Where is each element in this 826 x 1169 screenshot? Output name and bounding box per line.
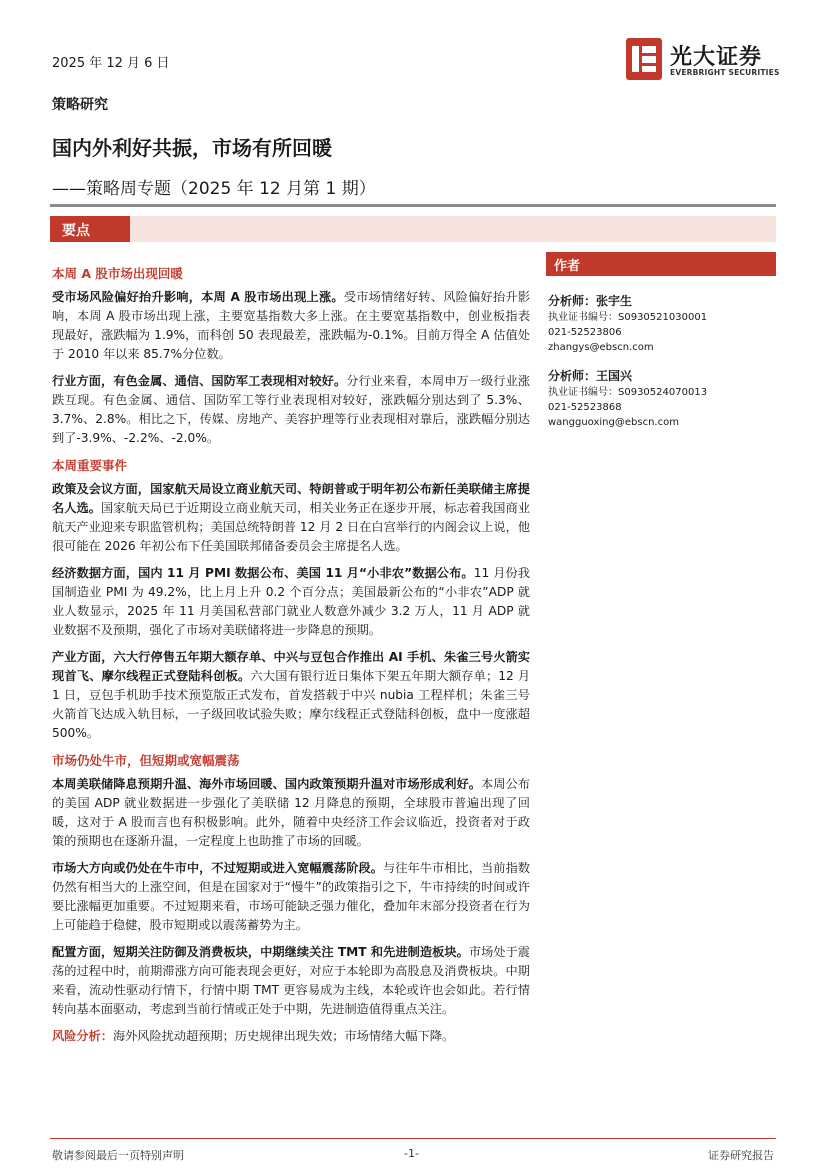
logo-english-name: EVERBRIGHT SECURITIES bbox=[670, 68, 780, 77]
risk-label: 风险分析： bbox=[52, 1029, 113, 1043]
brand-logo bbox=[626, 38, 780, 84]
analyst-card bbox=[548, 367, 707, 430]
paragraph-body: 分行业来看，本周申万一级行业涨跌互现。有色金属、通信、国防军工等行业表现相对较好，涨跌幅分别达到了 5.3%、3.7%、2.8%。相比之下，传媒、房地产、美容护理等行业表现相对靠后，涨跌幅分别达到了-3.9%、-2.2%、-2.0%。 bbox=[52, 374, 531, 445]
paragraph bbox=[52, 648, 530, 743]
paragraph-body: 国家航天局已于近期设立商业航天司，相关业务正在逐步开展，标志着我国商业航天产业迎来专职监管机构；美国总统特朗普 12 月 2 日在白宫举行的内阁会议上说，他很可能在 2026 年初公布下任美国联邦储备委员会主席提名人选。 bbox=[52, 501, 531, 553]
analyst-email[interactable]: wangguoxing@ebscn.com bbox=[548, 417, 679, 428]
section-heading: 市场仍处牛市，但短期或宽幅震荡 bbox=[52, 753, 240, 768]
paragraph bbox=[52, 564, 530, 640]
analyst-cert: 执业证书编号：S0930521030001 bbox=[548, 312, 708, 323]
analyst-phone: 021-52523806 bbox=[548, 327, 622, 338]
keypoints-banner bbox=[50, 216, 776, 242]
risk-text: 海外风险扰动超预期；历史规律出现失效；市场情绪大幅下降。 bbox=[112, 1029, 455, 1043]
analyst-card bbox=[548, 292, 707, 355]
author-banner: 作者 bbox=[546, 252, 776, 276]
paragraph-body: 受市场情绪好转、风险偏好抬升影响，本周 A 股市场出现上涨，主要宽基指数大多上涨。在主要宽基指数中，创业板指表现最好，涨跌幅为 1.9%，而科创 50 表现最差，涨跌幅为-0.1%。目前万得全 A 估值处于 2010 年以来 85.7%分位数。 bbox=[52, 290, 531, 361]
paragraph-lead: 产业方面，六大行停售五年期大额存单、中兴与豆包合作推出 AI 手机、朱雀三号火箭实现首飞、摩尔线程正式登陆科创板。 bbox=[52, 650, 530, 683]
logo-chinese-name: 光大证券 bbox=[670, 45, 763, 70]
main-content bbox=[52, 262, 530, 1046]
analyst-email[interactable]: zhangys@ebscn.com bbox=[548, 342, 654, 353]
report-title: 国内外利好共振，市场有所回暖 bbox=[52, 136, 332, 160]
paragraph bbox=[52, 372, 530, 448]
paragraph-lead: 本周美联储降息预期升温、海外市场回暖、国内政策预期升温对市场形成利好。 bbox=[52, 777, 482, 791]
report-category: 策略研究 bbox=[52, 97, 108, 113]
paragraph-lead: 行业方面，有色金属、通信、国防军工表现相对较好。 bbox=[52, 374, 347, 388]
paragraph-body: 11 月份我国制造业 PMI 为 49.2%，比上月上升 0.2 个百分点；美国最新公布的“小非农”ADP 就业人数显示，2025 年 11 月美国私营部门就业人数意外减少 3.2 万人，11 月 ADP 就业数据不及预期，强化了市场对美联储将进一步降息的预期。 bbox=[52, 566, 530, 637]
paragraph-lead: 配置方面，短期关注防御及消费板块，中期继续关注 TMT 和先进制造板块。 bbox=[52, 945, 469, 959]
report-subtitle: ——策略周专题（2025 年 12 月第 1 期） bbox=[52, 179, 376, 199]
paragraph-body: 六大国有银行近日集体下架五年期大额存单；12 月 1 日，豆包手机助手技术预览版正式发布，首发搭载于中兴 nubia 工程样机；朱雀三号火箭首飞达成入轨目标，一子级回收试验失败；摩尔线程正式登陆科创板，盘中一度涨超 500%。 bbox=[52, 669, 531, 740]
analyst-name: 分析师：张宇生 bbox=[548, 294, 633, 308]
paragraph-lead: 市场大方向或仍处在牛市中，不过短期或进入宽幅震荡阶段。 bbox=[52, 861, 383, 875]
paragraph bbox=[52, 480, 530, 556]
paragraph-body: 本周公布的美国 ADP 就业数据进一步强化了美联储 12 月降息的预期，全球股市普遍出现了回暖，这对于 A 股而言也有积极影响。此外，随着中央经济工作会议临近，投资者对于政策的预期也在逐渐升温，一定程度上也助推了市场的回暖。 bbox=[52, 777, 531, 848]
analyst-name: 分析师：王国兴 bbox=[548, 369, 633, 383]
title-divider bbox=[50, 204, 776, 207]
paragraph-body: 与往年牛市相比，当前指数仍然有相当大的上涨空间，但是在国家对于“慢牛”的政策指引之下，牛市持续的时间或许要比涨幅更加重要。不过短期来看，市场可能缺乏强力催化，叠加年末部分投资者在行为上可能趋于稳健，股市短期或以震荡蓄势为主。 bbox=[52, 861, 531, 932]
paragraph bbox=[52, 859, 530, 935]
paragraph bbox=[52, 943, 530, 1019]
paragraph-lead: 受市场风险偏好抬升影响，本周 A 股市场出现上涨。 bbox=[52, 290, 344, 304]
paragraph-lead: 经济数据方面，国内 11 月 PMI 数据公布、美国 11 月“小非农”数据公布。 bbox=[52, 566, 474, 580]
analyst-cert: 执业证书编号：S0930524070013 bbox=[548, 387, 708, 398]
section-heading: 本周 A 股市场出现回暖 bbox=[52, 266, 183, 281]
report-date: 2025 年 12 月 6 日 bbox=[52, 56, 170, 71]
paragraph bbox=[52, 288, 530, 364]
footer-divider bbox=[50, 1138, 776, 1139]
paragraph-body: 市场处于震荡的过程中时，前期滞涨方向可能表现会更好，对应于本轮即为高股息及消费板块。中期来看，流动性驱动行情下，行情中期 TMT 更容易成为主线，本轮或许也会如此。若行情转向基本面驱动，考虑到当前行情或正处于中期，先进制造值得重点关注。 bbox=[52, 945, 530, 1016]
footer-report-type: 证券研究报告 bbox=[708, 1149, 774, 1162]
paragraph-lead: 政策及会议方面，国家航天局设立商业航天司、特朗普或于明年初公布新任美联储主席提名人选。 bbox=[52, 482, 530, 515]
section-heading: 本周重要事件 bbox=[52, 458, 128, 473]
analyst-phone: 021-52523868 bbox=[548, 402, 622, 413]
page-number: -1- bbox=[404, 1147, 419, 1160]
risk-analysis bbox=[52, 1027, 530, 1046]
paragraph bbox=[52, 775, 530, 851]
keypoints-label: 要点 bbox=[50, 216, 130, 242]
footer-disclaimer: 敬请参阅最后一页特别声明 bbox=[52, 1149, 184, 1162]
logo-mark-icon bbox=[626, 38, 662, 80]
